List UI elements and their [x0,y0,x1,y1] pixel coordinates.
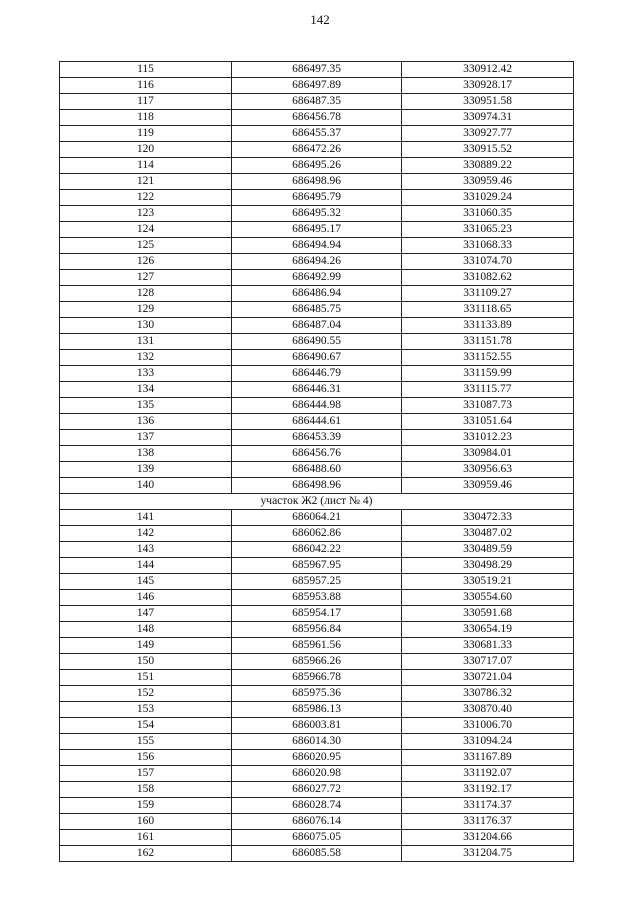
x-coordinate-cell: 685966.26 [232,654,402,670]
point-number-cell: 161 [60,830,232,846]
table-row [60,142,574,158]
y-coordinate-cell: 330554.60 [402,590,574,606]
x-coordinate-cell: 686490.55 [232,334,402,350]
point-number-cell: 148 [60,622,232,638]
x-coordinate-cell: 685954.17 [232,606,402,622]
y-coordinate-cell: 330472.33 [402,510,574,526]
table-row [60,174,574,190]
y-coordinate-cell: 331204.66 [402,830,574,846]
point-number-cell: 150 [60,654,232,670]
y-coordinate-cell: 331065.23 [402,222,574,238]
x-coordinate-cell: 686020.98 [232,766,402,782]
coordinates-table [59,61,574,862]
y-coordinate-cell: 331006.70 [402,718,574,734]
table-row [60,830,574,846]
x-coordinate-cell: 686444.61 [232,414,402,430]
table-row [60,846,574,862]
table-row [60,286,574,302]
y-coordinate-cell: 331115.77 [402,382,574,398]
point-number-cell: 131 [60,334,232,350]
y-coordinate-cell: 331068.33 [402,238,574,254]
table-row [60,542,574,558]
table-row [60,270,574,286]
point-number-cell: 146 [60,590,232,606]
table-row [60,782,574,798]
table-row [60,366,574,382]
x-coordinate-cell: 685975.36 [232,686,402,702]
x-coordinate-cell: 686003.81 [232,718,402,734]
x-coordinate-cell: 686076.14 [232,814,402,830]
y-coordinate-cell: 330959.46 [402,478,574,494]
table-row [60,750,574,766]
x-coordinate-cell: 686027.72 [232,782,402,798]
y-coordinate-cell: 331151.78 [402,334,574,350]
point-number-cell: 125 [60,238,232,254]
y-coordinate-cell: 331118.65 [402,302,574,318]
x-coordinate-cell: 686042.22 [232,542,402,558]
point-number-cell: 139 [60,462,232,478]
x-coordinate-cell: 685956.84 [232,622,402,638]
point-number-cell: 137 [60,430,232,446]
table-row [60,126,574,142]
y-coordinate-cell: 331174.37 [402,798,574,814]
y-coordinate-cell: 330721.04 [402,670,574,686]
y-coordinate-cell: 331176.37 [402,814,574,830]
table-row [60,350,574,366]
x-coordinate-cell: 686456.76 [232,446,402,462]
x-coordinate-cell: 686028.74 [232,798,402,814]
y-coordinate-cell: 330591.68 [402,606,574,622]
point-number-cell: 123 [60,206,232,222]
point-number-cell: 160 [60,814,232,830]
x-coordinate-cell: 685966.78 [232,670,402,686]
point-number-cell: 149 [60,638,232,654]
x-coordinate-cell: 686455.37 [232,126,402,142]
table-row [60,574,574,590]
table-row [60,638,574,654]
point-number-cell: 134 [60,382,232,398]
point-number-cell: 157 [60,766,232,782]
x-coordinate-cell: 686453.39 [232,430,402,446]
table-row [60,606,574,622]
table-row [60,798,574,814]
y-coordinate-cell: 330654.19 [402,622,574,638]
table-row [60,334,574,350]
table-row [60,158,574,174]
table-row [60,702,574,718]
table-row [60,206,574,222]
y-coordinate-cell: 331074.70 [402,254,574,270]
point-number-cell: 144 [60,558,232,574]
point-number-cell: 154 [60,718,232,734]
table-row [60,62,574,78]
table-row [60,766,574,782]
x-coordinate-cell: 686075.05 [232,830,402,846]
table-row [60,190,574,206]
point-number-cell: 124 [60,222,232,238]
point-number-cell: 126 [60,254,232,270]
point-number-cell: 135 [60,398,232,414]
page-number: 142 [310,12,330,27]
y-coordinate-cell: 331087.73 [402,398,574,414]
point-number-cell: 136 [60,414,232,430]
x-coordinate-cell: 686062.86 [232,526,402,542]
table-row [60,318,574,334]
x-coordinate-cell: 685967.95 [232,558,402,574]
point-number-cell: 127 [60,270,232,286]
x-coordinate-cell: 686490.67 [232,350,402,366]
x-coordinate-cell: 685957.25 [232,574,402,590]
y-coordinate-cell: 330928.17 [402,78,574,94]
point-number-cell: 147 [60,606,232,622]
y-coordinate-cell: 331094.24 [402,734,574,750]
table-row [60,110,574,126]
point-number-cell: 121 [60,174,232,190]
point-number-cell: 115 [60,62,232,78]
point-number-cell: 128 [60,286,232,302]
x-coordinate-cell: 686085.58 [232,846,402,862]
table-row [60,430,574,446]
point-number-cell: 141 [60,510,232,526]
table-row [60,398,574,414]
table-row [60,510,574,526]
x-coordinate-cell: 686014.30 [232,734,402,750]
y-coordinate-cell: 330717.07 [402,654,574,670]
y-coordinate-cell: 330681.33 [402,638,574,654]
table-row [60,526,574,542]
table-row [60,414,574,430]
x-coordinate-cell: 686495.32 [232,206,402,222]
x-coordinate-cell: 686495.79 [232,190,402,206]
table-row [60,686,574,702]
point-number-cell: 145 [60,574,232,590]
y-coordinate-cell: 330912.42 [402,62,574,78]
table-row [60,814,574,830]
x-coordinate-cell: 686486.94 [232,286,402,302]
point-number-cell: 140 [60,478,232,494]
y-coordinate-cell: 331012.23 [402,430,574,446]
y-coordinate-cell: 330489.59 [402,542,574,558]
table-row [60,622,574,638]
table-row [60,590,574,606]
x-coordinate-cell: 686498.96 [232,174,402,190]
point-number-cell: 117 [60,94,232,110]
x-coordinate-cell: 686487.35 [232,94,402,110]
y-coordinate-cell: 330498.29 [402,558,574,574]
x-coordinate-cell: 686020.95 [232,750,402,766]
table-row [60,94,574,110]
y-coordinate-cell: 331159.99 [402,366,574,382]
section-label: участок Ж2 (лист № 4) [60,494,574,510]
x-coordinate-cell: 686498.96 [232,478,402,494]
x-coordinate-cell: 686495.26 [232,158,402,174]
point-number-cell: 155 [60,734,232,750]
y-coordinate-cell: 331192.17 [402,782,574,798]
y-coordinate-cell: 331192.07 [402,766,574,782]
y-coordinate-cell: 330870.40 [402,702,574,718]
y-coordinate-cell: 331082.62 [402,270,574,286]
table-body-part1 [60,62,574,494]
x-coordinate-cell: 686487.04 [232,318,402,334]
y-coordinate-cell: 331029.24 [402,190,574,206]
point-number-cell: 138 [60,446,232,462]
table-row [60,382,574,398]
point-number-cell: 122 [60,190,232,206]
y-coordinate-cell: 330889.22 [402,158,574,174]
table-row [60,654,574,670]
y-coordinate-cell: 330915.52 [402,142,574,158]
point-number-cell: 119 [60,126,232,142]
table-row [60,718,574,734]
point-number-cell: 129 [60,302,232,318]
y-coordinate-cell: 331204.75 [402,846,574,862]
y-coordinate-cell: 330959.46 [402,174,574,190]
y-coordinate-cell: 331109.27 [402,286,574,302]
y-coordinate-cell: 330956.63 [402,462,574,478]
y-coordinate-cell: 330984.01 [402,446,574,462]
table-row [60,78,574,94]
y-coordinate-cell: 331060.35 [402,206,574,222]
section-row-group [60,494,574,510]
y-coordinate-cell: 330519.21 [402,574,574,590]
table-row [60,446,574,462]
table-row [60,238,574,254]
y-coordinate-cell: 331152.55 [402,350,574,366]
point-number-cell: 130 [60,318,232,334]
table-row [60,734,574,750]
point-number-cell: 156 [60,750,232,766]
point-number-cell: 152 [60,686,232,702]
x-coordinate-cell: 686497.35 [232,62,402,78]
point-number-cell: 142 [60,526,232,542]
point-number-cell: 118 [60,110,232,126]
x-coordinate-cell: 686446.79 [232,366,402,382]
y-coordinate-cell: 330974.31 [402,110,574,126]
point-number-cell: 132 [60,350,232,366]
point-number-cell: 153 [60,702,232,718]
point-number-cell: 143 [60,542,232,558]
table-row [60,302,574,318]
x-coordinate-cell: 685986.13 [232,702,402,718]
point-number-cell: 116 [60,78,232,94]
x-coordinate-cell: 686485.75 [232,302,402,318]
point-number-cell: 133 [60,366,232,382]
x-coordinate-cell: 686446.31 [232,382,402,398]
x-coordinate-cell: 686444.98 [232,398,402,414]
x-coordinate-cell: 686488.60 [232,462,402,478]
table-row [60,222,574,238]
x-coordinate-cell: 685953.88 [232,590,402,606]
y-coordinate-cell: 331051.64 [402,414,574,430]
table-row [60,478,574,494]
section-row [60,494,574,510]
y-coordinate-cell: 331167.89 [402,750,574,766]
point-number-cell: 162 [60,846,232,862]
point-number-cell: 159 [60,798,232,814]
y-coordinate-cell: 330487.02 [402,526,574,542]
x-coordinate-cell: 686497.89 [232,78,402,94]
x-coordinate-cell: 686456.78 [232,110,402,126]
y-coordinate-cell: 330786.32 [402,686,574,702]
point-number-cell: 158 [60,782,232,798]
table-body-part2 [60,510,574,862]
y-coordinate-cell: 330951.58 [402,94,574,110]
table-row [60,254,574,270]
x-coordinate-cell: 686494.26 [232,254,402,270]
y-coordinate-cell: 331133.89 [402,318,574,334]
point-number-cell: 120 [60,142,232,158]
table-row [60,462,574,478]
y-coordinate-cell: 330927.77 [402,126,574,142]
point-number-cell: 114 [60,158,232,174]
point-number-cell: 151 [60,670,232,686]
x-coordinate-cell: 686492.99 [232,270,402,286]
x-coordinate-cell: 685961.56 [232,638,402,654]
x-coordinate-cell: 686494.94 [232,238,402,254]
table-row [60,558,574,574]
x-coordinate-cell: 686472.26 [232,142,402,158]
x-coordinate-cell: 686064.21 [232,510,402,526]
x-coordinate-cell: 686495.17 [232,222,402,238]
table-row [60,670,574,686]
